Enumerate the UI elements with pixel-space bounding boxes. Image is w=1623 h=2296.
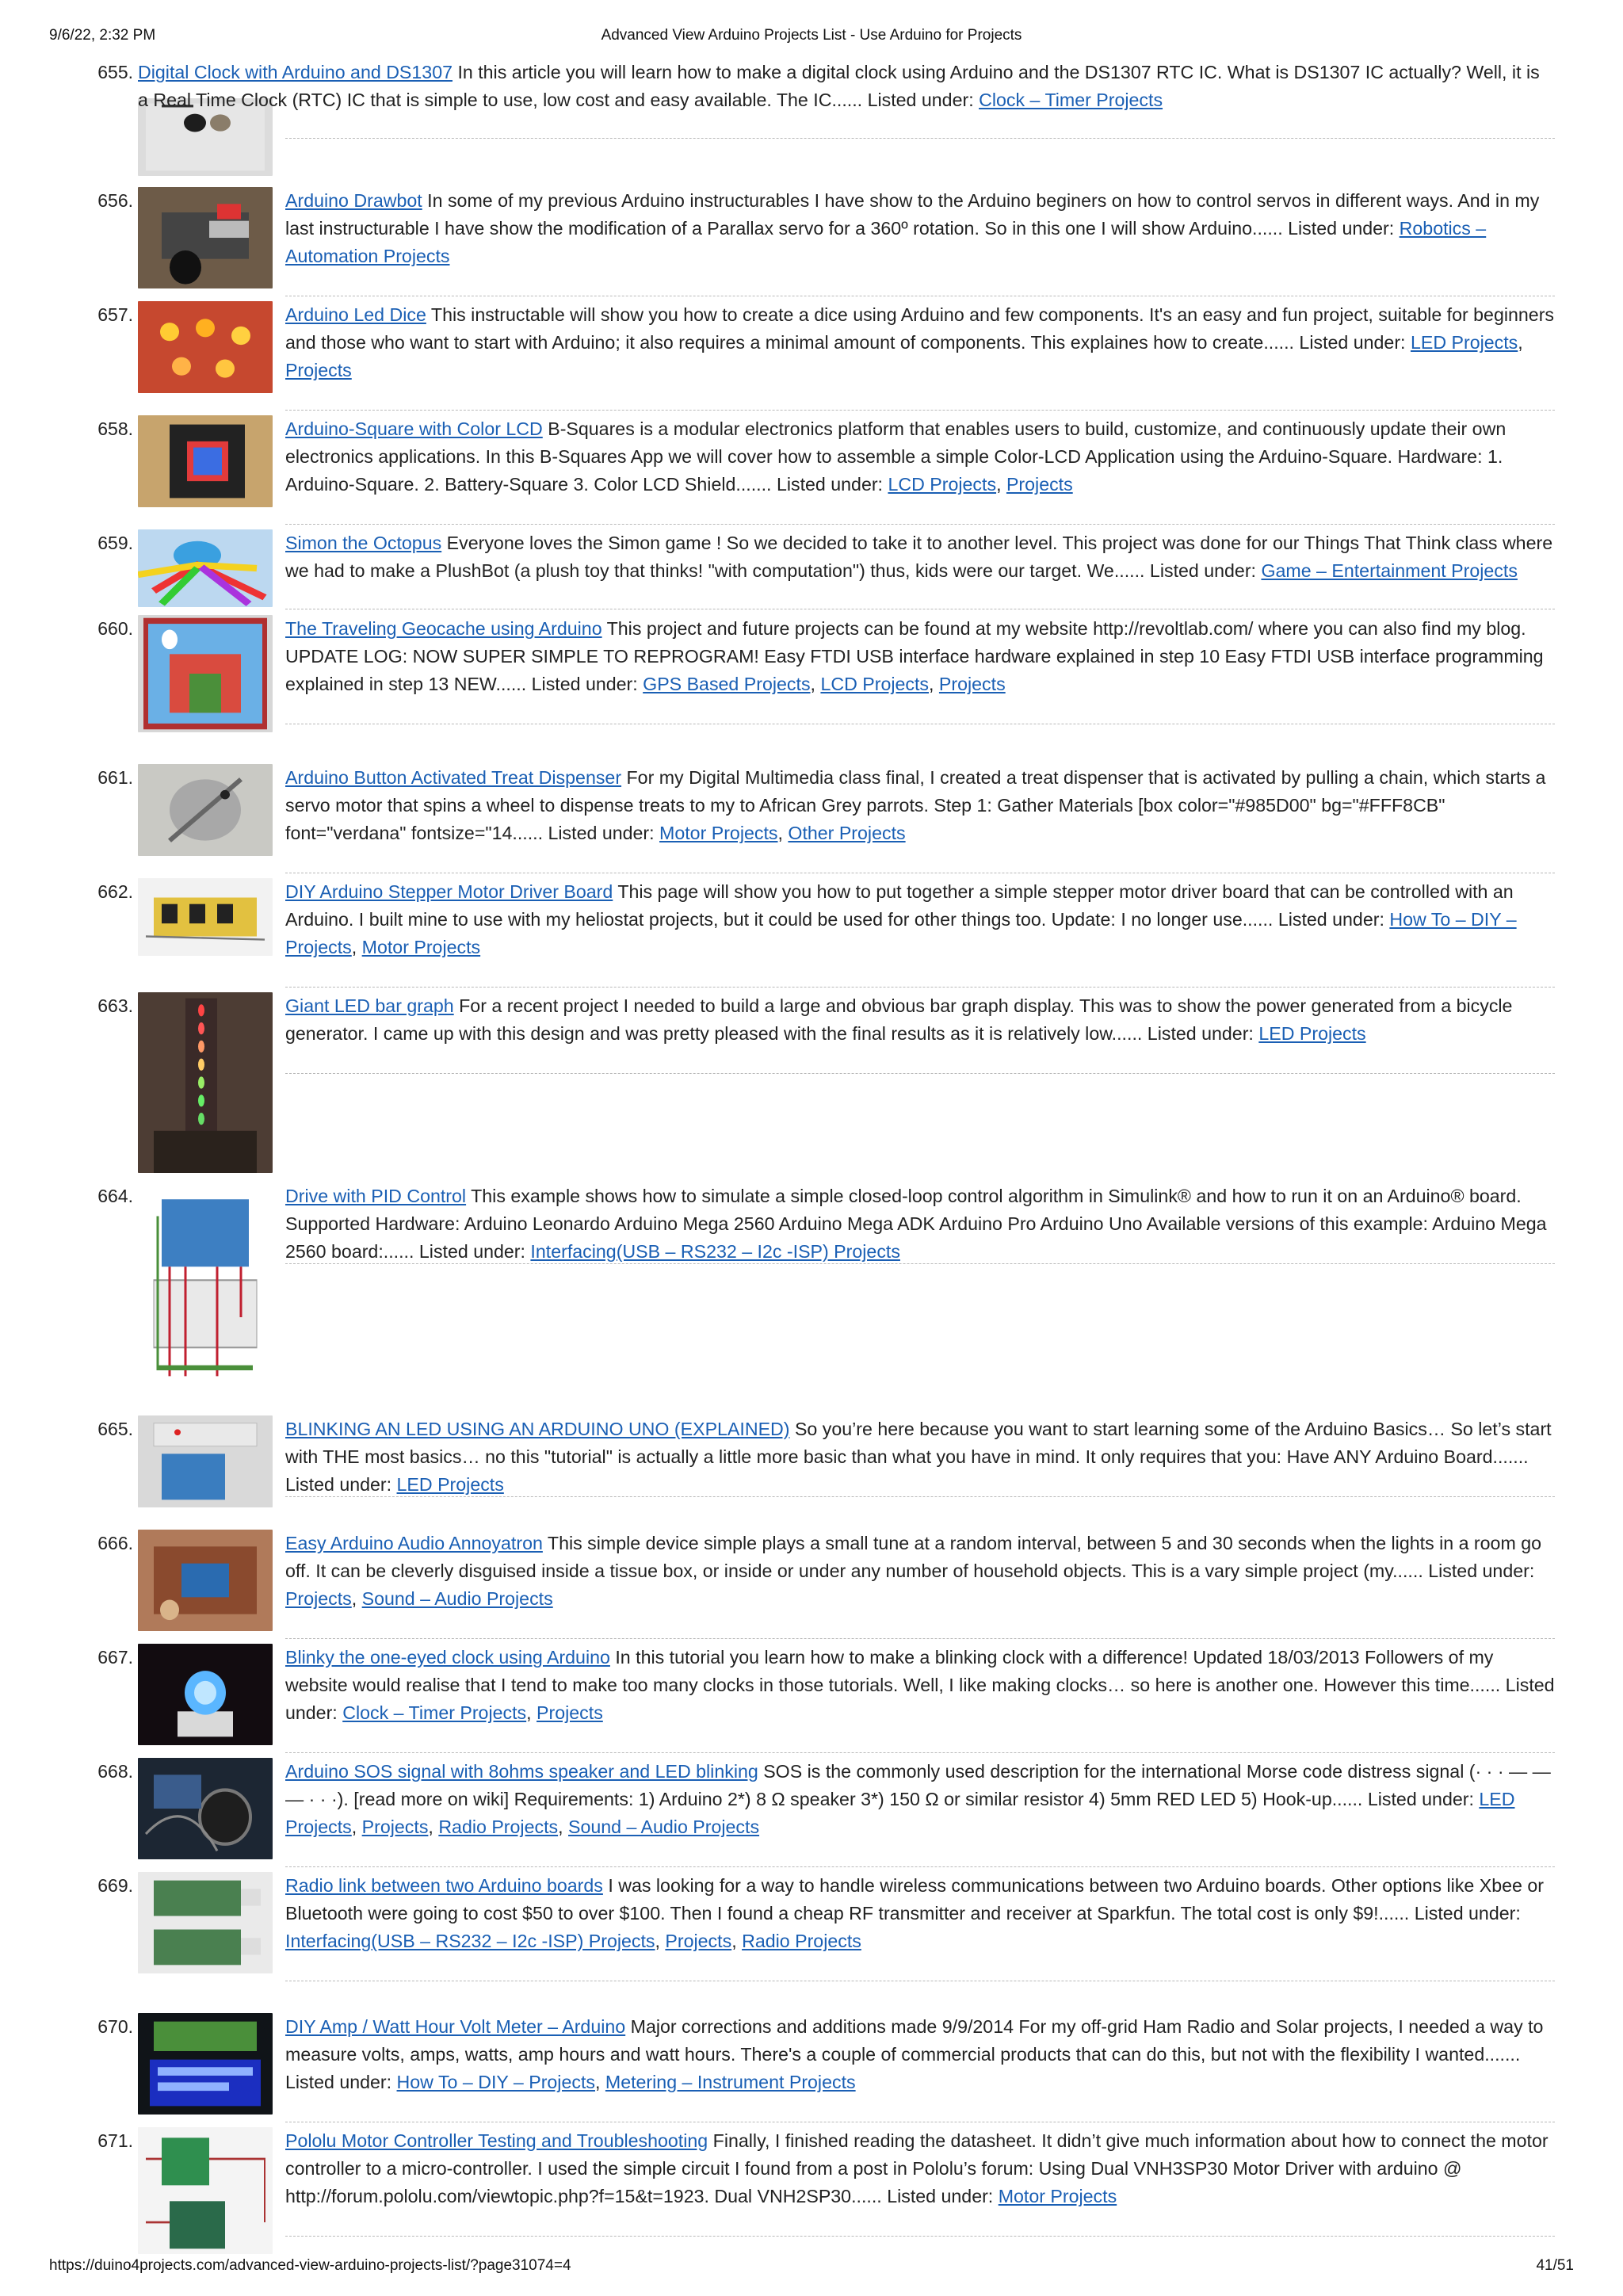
category-link[interactable]: Projects <box>1006 474 1073 495</box>
print-page-title: Advanced View Arduino Projects List - Use Arduino for Projects <box>601 27 1022 44</box>
category-link[interactable]: Motor Projects <box>659 823 778 843</box>
blinky-photo-icon[interactable] <box>138 1644 273 1745</box>
listed-under-label: Listed under: <box>1299 332 1406 353</box>
category-link[interactable]: LED Projects <box>285 1789 1515 1837</box>
category-link[interactable]: How To – DIY – Projects <box>396 2072 595 2092</box>
category-link[interactable]: Radio Projects <box>438 1817 559 1837</box>
project-title-link[interactable]: Arduino Button Activated Treat Dispenser <box>285 767 622 788</box>
project-title-link[interactable]: Radio link between two Arduino boards <box>285 1875 603 1896</box>
item-divider <box>285 410 1555 411</box>
item-number: 656. <box>97 190 133 211</box>
listed-under-label: Listed under: <box>887 2186 994 2206</box>
item-text: Easy Arduino Audio Annoyatron This simple device simple plays a small tune at a random interval, between 5 and 30 seconds when the lights in a room go off. It can be cleverly disguised inside a tissue box, or inside or under any number of household objects. This is a vary simple project (my...... Listed under: Projects, Sound – Audio Projects <box>285 1533 1541 1609</box>
listed-under-label: Listed under: <box>548 823 655 843</box>
project-title-link[interactable]: Arduino SOS signal with 8ohms speaker and LED blinking <box>285 1761 758 1782</box>
category-link[interactable]: LED Projects <box>1258 1023 1366 1044</box>
arduino-uno-photo-icon[interactable] <box>138 1415 273 1507</box>
item-number: 671. <box>97 2130 133 2151</box>
item-text <box>285 187 1555 270</box>
category-link[interactable]: Game – Entertainment Projects <box>1261 560 1518 581</box>
category-link[interactable]: Sound – Audio Projects <box>361 1588 553 1609</box>
item-number: 669. <box>97 1875 133 1896</box>
driver-board-photo-icon[interactable] <box>138 878 273 956</box>
project-description: For a recent project I needed to build a large and obvious bar graph display. This was to show the power generated from a bicycle generator. I came up with this design and was pretty pleased with the final results as it is relatively low...... <box>285 995 1513 1044</box>
category-link[interactable]: Interfacing(USB – RS232 – I2c -ISP) Projects <box>530 1241 900 1262</box>
project-title-link[interactable]: Digital Clock with Arduino and DS1307 <box>138 62 453 82</box>
listed-under-label: Listed under: <box>1428 1561 1535 1581</box>
item-number: 667. <box>97 1647 133 1668</box>
project-title-link[interactable]: The Traveling Geocache using Arduino <box>285 618 602 639</box>
item-text <box>285 529 1555 585</box>
item-text: Arduino SOS signal with 8ohms speaker and LED blinking SOS is the commonly used description for the international Morse code distress signal (· · · — — — · · ·). [read more on wiki] Requirements: 1) Arduino 2*) 8 Ω speaker 3*) 150 Ω or similar resistor 4) 5mm RED LED 5) Hook-up...... Listed under: LED Projects, Projects, Radio Projects, Sound – Audio Projects <box>285 1761 1551 1837</box>
item-number: 660. <box>97 618 133 639</box>
item-divider <box>285 1752 1555 1753</box>
item-text: Arduino Button Activated Treat Dispenser For my Digital Multimedia class final, I created a treat dispenser that is activated by pulling a chain, which starts a servo motor that spins a wheel to dispense treats to my to African Grey parrots. Step 1: Gather Materials [box color="#985D00" bg="#FFF8CB" font="verdana" fontsize="14...... Listed under: Motor Projects, Other Projects <box>285 767 1546 843</box>
item-text: Blinky the one-eyed clock using Arduino In this tutorial you learn how to make a blinking clock with a difference! Updated 18/03/2013 Followers of my website would realise that I tend to make too many clocks in those tutorials. Well, I like making clocks… so here is another one. However this time...... Listed under: Clock – Timer Projects, Projects <box>285 1647 1555 1723</box>
project-description: SOS is the commonly used description for the international Morse code distress signal (· · · — — — · · ·). [read more on wiki] Requirements: 1) Arduino 2*) 8 Ω speaker 3*) 150 Ω or similar resistor 4) 5mm RED LED 5) Hook-up...... <box>285 1761 1551 1809</box>
led-bar-photo-icon[interactable] <box>138 992 273 1173</box>
item-text: Arduino-Square with Color LCD B-Squares is a modular electronics platform that enables users to build, customize, and continuously update their own electronics applications. In this B-Squares App we will cover how to assemble a simple Color-LCD Application using the Arduino-Square. Hardware: 1. Arduino-Square. 2. Battery-Square 3. Color LCD Shield....... Listed under: LCD Projects, Projects <box>285 418 1507 495</box>
project-title-link[interactable]: Pololu Motor Controller Testing and Troubleshooting <box>285 2130 708 2151</box>
item-divider <box>285 524 1555 525</box>
item-text <box>138 59 1555 114</box>
project-title-link[interactable]: Giant LED bar graph <box>285 995 454 1016</box>
listed-under-label: Listed under: <box>1414 1903 1521 1924</box>
listed-under-label: Listed under: <box>285 1474 392 1495</box>
project-description: So you’re here because you want to start learning some of the Arduino Basics… So let’s start with THE most basics… no this "tutorial" is actually a little more basic than what you have in mind. It only requires that you: Have ANY Arduino Board....... <box>285 1419 1552 1467</box>
item-text <box>285 1415 1555 1499</box>
project-description: In this tutorial you learn how to make a blinking clock with a difference! Updated 18/03/2013 Followers of my website would realise that I tend to make too many clocks in those tutorials. Well, I like making clocks… so here is another one. However this time...... <box>285 1647 1501 1695</box>
item-divider <box>285 987 1555 988</box>
category-link[interactable]: Clock – Timer Projects <box>979 90 1163 110</box>
category-link[interactable]: Other Projects <box>788 823 906 843</box>
item-number: 657. <box>97 304 133 325</box>
project-description: In this article you will learn how to make a digital clock using Arduino and the DS1307 RTC IC. What is DS1307 IC actually? Well, it is a Real Time Clock (RTC) IC that is simple to use, low cost and easy available. The IC...... <box>138 62 1540 110</box>
project-description: B-Squares is a modular electronics platform that enables users to build, customize, and continuously update their own electronics applications. In this B-Squares App we will cover how to assemble a simple Color-LCD Application using the Arduino-Square. Hardware: 1. Arduino-Square. 2. Battery-Square 3. Color LCD Shield....... <box>285 418 1507 495</box>
item-text: DIY Arduino Stepper Motor Driver Board This page will show you how to put together a simple stepper motor driver board that can be controlled with an Arduino. I built mine to use with my heliostat projects, but it could be used for other things too. Update: I no longer use...... Listed under: How To – DIY – Projects, Motor Projects <box>285 881 1517 957</box>
item-text <box>285 2127 1555 2210</box>
listed-under-label: Listed under: <box>776 474 884 495</box>
led-dice-photo-icon[interactable] <box>138 301 273 393</box>
motor-controller-photo-icon[interactable] <box>138 2127 273 2254</box>
item-text <box>285 992 1555 1048</box>
category-link[interactable]: Projects <box>537 1702 603 1723</box>
listed-under-label: Listed under: <box>531 674 638 694</box>
item-divider <box>285 138 1555 139</box>
meter-lcd-photo-icon[interactable] <box>138 2013 273 2115</box>
project-description: This instructable will show you how to create a dice using Arduino and few components. It's an easy and fun project, suitable for beginners and those who want to start with Arduino; it also requires a minimal amount of components. This explaines how to create...... <box>285 304 1555 353</box>
listed-under-label: Listed under: <box>418 1241 525 1262</box>
project-title-link[interactable]: Drive with PID Control <box>285 1186 467 1206</box>
project-title-link[interactable]: DIY Amp / Watt Hour Volt Meter – Arduino <box>285 2016 626 2037</box>
project-title-link[interactable]: Easy Arduino Audio Annoyatron <box>285 1533 543 1553</box>
item-number: 663. <box>97 995 133 1016</box>
robot-photo-icon[interactable] <box>138 187 273 288</box>
print-url: https://duino4projects.com/advanced-view-arduino-projects-list/?page31074=4 <box>49 2257 571 2274</box>
listed-under-label: Listed under: <box>285 2072 392 2092</box>
item-divider <box>285 1638 1555 1639</box>
project-title-link[interactable]: Blinky the one-eyed clock using Arduino <box>285 1647 610 1668</box>
item-text: Arduino Led Dice This instructable will show you how to create a dice using Arduino and few components. It's an easy and fun project, suitable for beginners and those who want to start with Arduino; it also requires a minimal amount of components. This explaines how to create...... Listed under: LED Projects, Projects <box>285 304 1555 380</box>
item-divider <box>285 1866 1555 1867</box>
project-description: This simple device simple plays a small tune at a random interval, between 5 and 30 seconds when the lights in a room go off. It can be cleverly disguised inside a tissue box, or inside or under any number of household objects. This is a vary simple project (my...... <box>285 1533 1541 1581</box>
item-divider <box>285 1496 1555 1497</box>
listed-under-label: Listed under: <box>1288 218 1395 239</box>
item-number: 670. <box>97 2016 133 2037</box>
category-link[interactable]: Robotics – Automation Projects <box>285 218 1487 266</box>
item-number: 658. <box>97 418 133 439</box>
item-divider <box>285 1263 1555 1264</box>
project-title-link[interactable]: Simon the Octopus <box>285 533 442 553</box>
print-header <box>49 27 1574 51</box>
project-description: Finally, I finished reading the datasheet. It didn’t give much information about how to connect the motor controller to a micro-controller. I used the simple circuit I found from a post in Pololu’s forum: Using Dual VNH3SP30 Motor Driver with arduino @ http://forum.pololu.com/viewtopic.php?f=15&t=1923. Dual VNH2SP30...... <box>285 2130 1549 2206</box>
item-number: 655. <box>97 62 133 82</box>
annoyatron-photo-icon[interactable] <box>138 1530 273 1631</box>
item-number: 659. <box>97 533 133 553</box>
category-link[interactable]: Motor Projects <box>361 937 481 957</box>
item-number: 668. <box>97 1761 133 1782</box>
category-link[interactable]: Motor Projects <box>998 2186 1117 2206</box>
item-divider <box>285 1073 1555 1074</box>
category-link[interactable]: LED Projects <box>1410 332 1518 353</box>
print-footer <box>49 2257 1574 2281</box>
item-text <box>285 1182 1555 1266</box>
category-link[interactable]: LCD Projects <box>820 674 930 694</box>
item-text: Radio link between two Arduino boards I was looking for a way to handle wireless communications between two Arduino boards. Other options like Xbee or Bluetooth were going to cost $50 to over $100. Then I found a cheap RF transmitter and receiver at Sparkfun. The total cost is only $9!...... Listed under: Interfacing(USB – RS232 – I2c -ISP) Projects, Projects, Radio Projects <box>285 1875 1544 1951</box>
listed-under-label: Listed under: <box>867 90 974 110</box>
item-number: 661. <box>97 767 133 788</box>
item-number: 662. <box>97 881 133 902</box>
category-link[interactable]: Projects <box>665 1931 732 1951</box>
project-description: This page will show you how to put together a simple stepper motor driver board that can be controlled with an Arduino. I built mine to use with my heliostat projects, but it could be used for other things too. Update: I no longer use...... <box>285 881 1514 930</box>
category-link[interactable]: LCD Projects <box>888 474 997 495</box>
category-link[interactable]: How To – DIY – Projects <box>285 909 1517 957</box>
project-description: Major corrections and additions made 9/9/2014 For my off-grid Ham Radio and Solar projects, I needed a way to measure volts, amps, watts, amp hours and watt hours. There's a couple of commercial products that can do this, but not with the flexibility I wanted....... <box>285 2016 1544 2065</box>
category-link[interactable]: Clock – Timer Projects <box>342 1702 527 1723</box>
print-datetime: 9/6/22, 2:32 PM <box>49 27 156 44</box>
category-link[interactable]: Radio Projects <box>742 1931 861 1951</box>
listed-under-label: Listed under: <box>1367 1789 1474 1809</box>
page-counter: 41/51 <box>1536 2257 1574 2274</box>
wiring-diagram-icon[interactable] <box>138 1182 273 1385</box>
category-link[interactable]: Interfacing(USB – RS232 – I2c -ISP) Projects <box>285 1931 655 1951</box>
radio-link-photo-icon[interactable] <box>138 1872 273 1973</box>
project-description: This example shows how to simulate a simple closed-loop control algorithm in Simulink® and how to run it on an Arduino® board. Supported Hardware: Arduino Leonardo Arduino Mega 2560 Arduino Mega ADK Arduino Pro Arduino Uno Available versions of this example: Arduino Mega 2560 board:...... <box>285 1186 1547 1262</box>
listed-under-label: Listed under: <box>285 1675 1555 1723</box>
project-title-link[interactable]: Arduino Drawbot <box>285 190 422 211</box>
item-divider <box>285 2236 1555 2237</box>
project-title-link[interactable]: BLINKING AN LED USING AN ARDUINO UNO (EXPLAINED) <box>285 1419 790 1439</box>
category-link[interactable]: LED Projects <box>396 1474 504 1495</box>
project-description: Everyone loves the Simon game ! So we decided to take it to another level. This project was done for our Things That Think class where we had to make a PlushBot (a plush toy that thinks! "with computation") thus, kids were our target. We...... <box>285 533 1553 581</box>
category-link[interactable]: Metering – Instrument Projects <box>605 2072 856 2092</box>
category-link[interactable]: Projects <box>285 1588 352 1609</box>
project-title-link[interactable]: DIY Arduino Stepper Motor Driver Board <box>285 881 613 902</box>
speaker-photo-icon[interactable] <box>138 1758 273 1859</box>
listed-under-label: Listed under: <box>1277 909 1384 930</box>
project-title-link[interactable]: Arduino-Square with Color LCD <box>285 418 543 439</box>
category-link[interactable]: GPS Based Projects <box>643 674 811 694</box>
project-title-link[interactable]: Arduino Led Dice <box>285 304 426 325</box>
geocache-photo-icon[interactable] <box>138 615 273 732</box>
category-link[interactable]: Projects <box>361 1817 429 1837</box>
category-link[interactable]: Sound – Audio Projects <box>568 1817 760 1837</box>
item-number: 665. <box>97 1419 133 1439</box>
octopus-photo-icon[interactable] <box>138 529 273 607</box>
project-description: In some of my previous Arduino instructurables I have show to the Arduino beginers on how to control servos in different ways. And in my last instructurable I have show the modification of a Parallax servo for a 360º rotation. So in this one I will show Arduino...... <box>285 190 1540 239</box>
project-description: This project and future projects can be found at my website http://revoltlab.com/ where you can also find my blog. UPDATE LOG: NOW SUPER SIMPLE TO REPROGRAM! Easy FTDI USB interface hardware explained in step 10 Easy FTDI USB interface programming explained in step 13 NEW...... <box>285 618 1544 694</box>
item-text: DIY Amp / Watt Hour Volt Meter – Arduino Major corrections and additions made 9/9/2014 For my off-grid Ham Radio and Solar projects, I needed a way to measure volts, amps, watts, amp hours and watt hours. There's a couple of commercial products that can do this, but not with the flexibility I wanted....... Listed under: How To – DIY – Projects, Metering – Instrument Projects <box>285 2016 1544 2092</box>
category-link[interactable]: Projects <box>938 674 1006 694</box>
project-description: For my Digital Multimedia class final, I created a treat dispenser that is activated by pulling a chain, which starts a servo motor that spins a wheel to dispense treats to my to African Grey parrots. Step 1: Gather Materials [box color="#985D00" bg="#FFF8CB" font="verdana" fontsize="14...... <box>285 767 1546 843</box>
project-description: I was looking for a way to handle wireless communications between two Arduino boards. Other options like Xbee or Bluetooth were going to cost $50 to over $100. Then I found a cheap RF transmitter and receiver at Sparkfun. The total cost is only $9!...... <box>285 1875 1544 1924</box>
item-number: 664. <box>97 1186 133 1206</box>
item-text: The Traveling Geocache using Arduino This project and future projects can be found at my website http://revoltlab.com/ where you can also find my blog. UPDATE LOG: NOW SUPER SIMPLE TO REPROGRAM! Easy FTDI USB interface hardware explained in step 10 Easy FTDI USB interface programming explained in step 13 NEW...... Listed under: GPS Based Projects, LCD Projects, Projects <box>285 618 1544 694</box>
parrot-photo-icon[interactable] <box>138 764 273 856</box>
listed-under-label: Listed under: <box>1147 1023 1254 1044</box>
listed-under-label: Listed under: <box>1149 560 1256 581</box>
color-lcd-photo-icon[interactable] <box>138 415 273 507</box>
category-link[interactable]: Projects <box>285 360 352 380</box>
item-number: 666. <box>97 1533 133 1553</box>
